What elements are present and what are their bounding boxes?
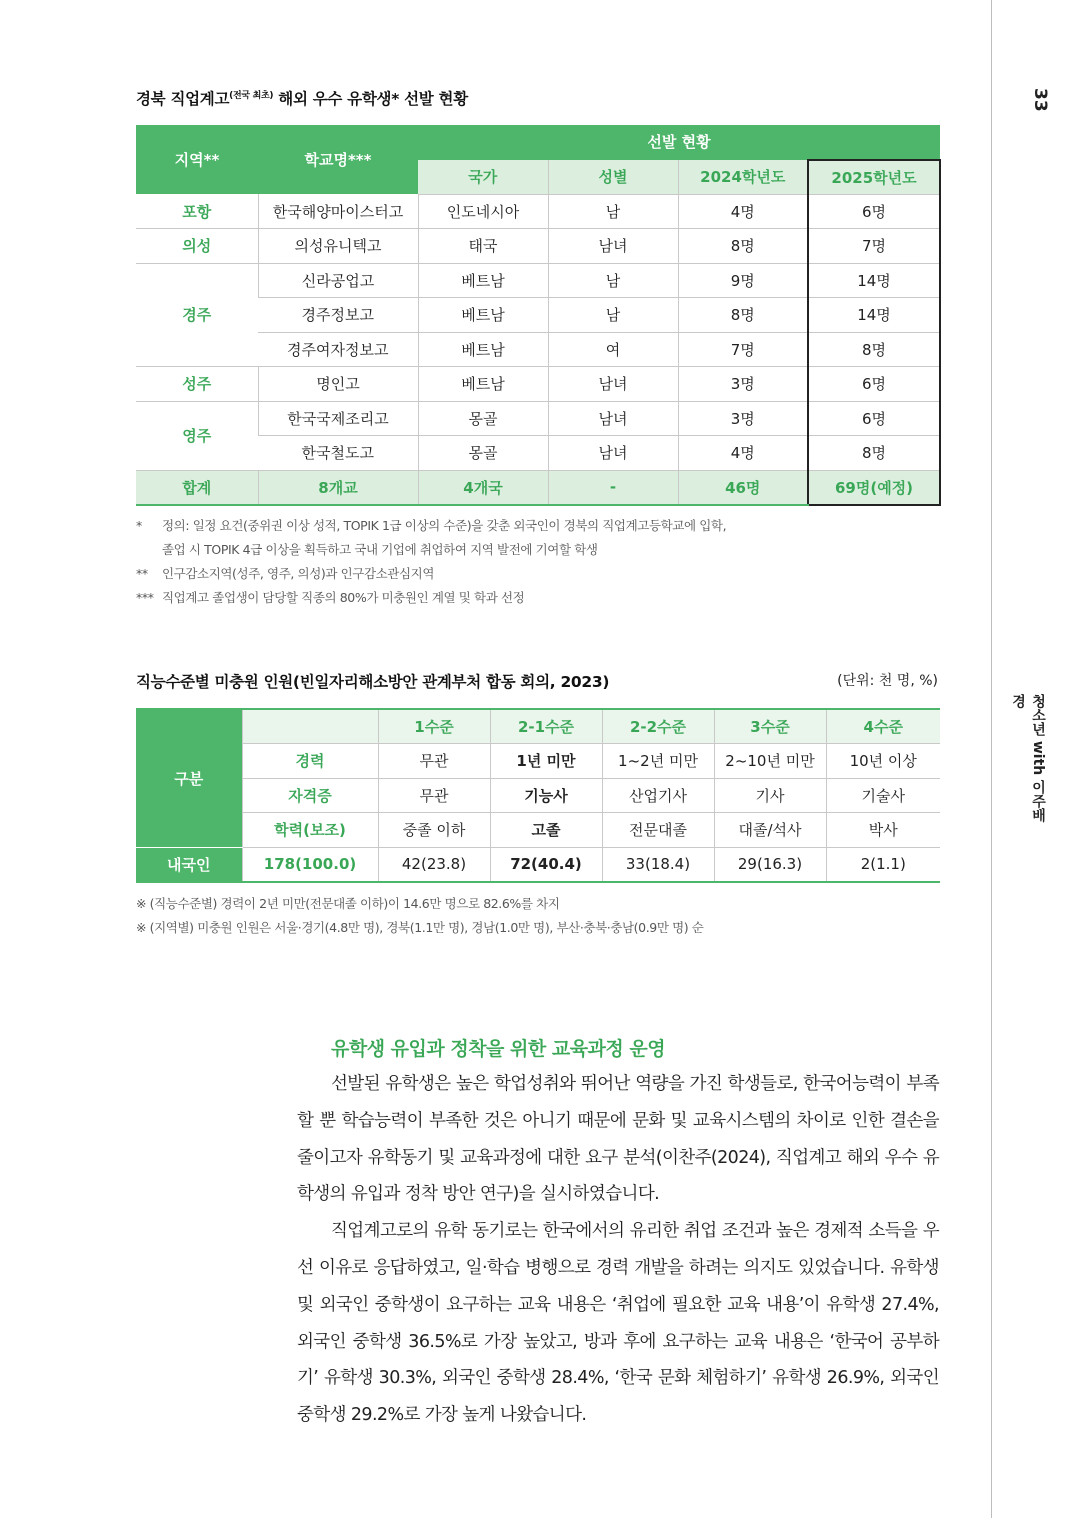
table-row [136, 813, 940, 848]
value-cell: 2~10년 미만 [714, 744, 826, 779]
paragraph: 직업계고로의 유학 동기로는 한국에서의 유리한 취업 조건과 높은 경제적 소득을 우선 이유로 응답하였고, 일·학습 병행으로 경력 개발을 하려는 의지도 있었습니다. 유학생 및 외국인 중학생이 요구하는 교육 내용은 ‘취업에 필요한 교육 내용’이 유학생 27.4%, 외국인 중학생 36.5%로 가장 높았고, 방과 후에 요구하는 교육 내용은 ‘한국어 공부하기’ 유학생 30.3%, 외국인 중학생 28.4%, ‘한국 문화 체험하기’ 유학생 26.9%, 외국인 중학생 29.2%로 가장 높게 나왔습니다. [297, 1221, 939, 1426]
country-cell: 태국 [418, 229, 548, 264]
side-divider [991, 0, 992, 1518]
header-selection: 선발 현황 [418, 125, 940, 160]
table1-title [136, 87, 468, 109]
gender-cell: 남녀 [548, 367, 678, 402]
footnote-mark: * [136, 518, 142, 533]
header-2025: 2025학년도 [808, 160, 940, 195]
table1 [136, 125, 941, 506]
count-2025-cell: 14명 [808, 298, 940, 333]
count-2024-cell: 7명 [678, 332, 808, 367]
count-2024-cell: 9명 [678, 263, 808, 298]
gender-cell: 남 [548, 298, 678, 333]
country-cell: 베트남 [418, 298, 548, 333]
level-header: 3수준 [714, 709, 826, 744]
table2-title: 직능수준별 미충원 인원(빈일자리해소방안 관계부처 합동 회의, 2023) [136, 673, 610, 691]
header-2024: 2024학년도 [678, 160, 808, 195]
table-row [136, 778, 940, 813]
row-label: 경력 [242, 744, 378, 779]
level-header: 2-2수준 [602, 709, 714, 744]
table-row [136, 401, 940, 436]
count-2024-cell: 3명 [678, 367, 808, 402]
footnote-text: 정의: 일정 요건(중위권 이상 성적, TOPIK 1급 이상의 수준)을 갖춘 외국인이 경북의 직업계고등학교에 입학, [162, 518, 727, 533]
footnote-text: 졸업 시 TOPIK 4급 이상을 획득하고 국내 기업에 취업하여 지역 발전에 기여할 학생 [162, 542, 598, 557]
table2-note: ※ (직능수준별) 경력이 2년 미만(전문대졸 이하)이 14.6만 명으로 82.6%를 차지 [136, 896, 560, 911]
country-cell: 몽골 [418, 436, 548, 471]
count-2024-cell: 8명 [678, 298, 808, 333]
count-2025-cell: 7명 [808, 229, 940, 264]
value-cell: 1~2년 미만 [602, 744, 714, 779]
row-label: 자격증 [242, 778, 378, 813]
gender-cell: 남 [548, 194, 678, 229]
domestic-row [136, 847, 940, 882]
count-2025-cell: 6명 [808, 367, 940, 402]
value-cell: 기능사 [490, 778, 602, 813]
gender-cell: 남 [548, 263, 678, 298]
value-cell: 기술사 [826, 778, 940, 813]
table1-header-row-1 [136, 125, 940, 160]
count-2024-cell: 3명 [678, 401, 808, 436]
region-cell: 영주 [136, 401, 258, 470]
count-2025-cell: 8명 [808, 436, 940, 471]
region-cell: 포항 [136, 194, 258, 229]
table1-title-sup: (전국 최초) [229, 90, 274, 101]
region-cell: 경주 [136, 263, 258, 367]
country-cell: 베트남 [418, 263, 548, 298]
count-2024-cell: 4명 [678, 436, 808, 471]
value-cell: 고졸 [490, 813, 602, 848]
table2-header-row [136, 709, 940, 744]
school-cell: 경주여자정보고 [258, 332, 418, 367]
table1-title-rest: 해외 우수 유학생* 선발 현황 [273, 90, 468, 108]
header-region: 지역** [136, 125, 258, 194]
total-gender: - [548, 470, 678, 505]
school-cell: 명인고 [258, 367, 418, 402]
region-cell: 성주 [136, 367, 258, 402]
count-2025-cell: 6명 [808, 401, 940, 436]
table-row [136, 367, 940, 402]
domestic-value: 29(16.3) [714, 847, 826, 882]
table-row [136, 744, 940, 779]
value-cell: 무관 [378, 778, 490, 813]
domestic-value: 33(18.4) [602, 847, 714, 882]
country-cell: 베트남 [418, 367, 548, 402]
value-cell: 대졸/석사 [714, 813, 826, 848]
value-cell: 박사 [826, 813, 940, 848]
total-2024: 46명 [678, 470, 808, 505]
empty-header-cell [242, 709, 378, 744]
value-cell: 10년 이상 [826, 744, 940, 779]
total-country: 4개국 [418, 470, 548, 505]
value-cell: 무관 [378, 744, 490, 779]
school-cell: 한국국제조리고 [258, 401, 418, 436]
count-2025-cell: 8명 [808, 332, 940, 367]
table2-notes [136, 892, 703, 940]
domestic-value: 42(23.8) [378, 847, 490, 882]
value-cell: 산업기사 [602, 778, 714, 813]
paragraph: 선발된 유학생은 높은 학업성취와 뛰어난 역량을 가진 학생들로, 한국어능력이 부족할 뿐 학습능력이 부족한 것은 아니기 때문에 문화 및 교육시스템의 차이로 인한 결손을 줄이고자 유학동기 및 교육과정에 대한 요구 분석(이찬주(2024), 직업계고 해외 우수 유학생의 유입과 정착 방안 연구)을 실시하였습니다. [297, 1074, 939, 1205]
header-country: 국가 [418, 160, 548, 195]
table-row [136, 194, 940, 229]
school-cell: 의성유니텍고 [258, 229, 418, 264]
country-cell: 베트남 [418, 332, 548, 367]
footnote-text: 인구감소지역(성주, 영주, 의성)과 인구감소관심지역 [162, 566, 434, 581]
row-label: 학력(보조) [242, 813, 378, 848]
header-gender: 성별 [548, 160, 678, 195]
gender-cell: 여 [548, 332, 678, 367]
gender-cell: 남녀 [548, 401, 678, 436]
region-cell: 의성 [136, 229, 258, 264]
table1-total-row [136, 470, 940, 505]
school-cell: 한국해양마이스터고 [258, 194, 418, 229]
level-header: 4수준 [826, 709, 940, 744]
category-cell: 구분 [136, 709, 242, 847]
table1-body [136, 125, 940, 505]
domestic-value: 72(40.4) [490, 847, 602, 882]
table2-unit: (단위: 천 명, %) [837, 673, 938, 689]
value-cell: 전문대졸 [602, 813, 714, 848]
country-cell: 몽골 [418, 401, 548, 436]
count-2024-cell: 4명 [678, 194, 808, 229]
school-cell: 한국철도고 [258, 436, 418, 471]
count-2024-cell: 8명 [678, 229, 808, 264]
domestic-total: 178(100.0) [242, 847, 378, 882]
section-title: 유학생 유입과 정착을 위한 교육과정 운영 [331, 1038, 666, 1060]
gender-cell: 남녀 [548, 229, 678, 264]
value-cell: 중졸 이하 [378, 813, 490, 848]
side-running-title: 청소년 with 이주배경 [1010, 694, 1046, 823]
total-school: 8개교 [258, 470, 418, 505]
domestic-label: 내국인 [136, 847, 242, 882]
total-2025: 69명(예정) [808, 470, 940, 505]
country-cell: 인도네시아 [418, 194, 548, 229]
domestic-value: 2(1.1) [826, 847, 940, 882]
school-cell: 신라공업고 [258, 263, 418, 298]
table-row [136, 263, 940, 298]
total-label: 합계 [136, 470, 258, 505]
level-header: 1수준 [378, 709, 490, 744]
table2-note: ※ (지역별) 미충원 인원은 서울·경기(4.8만 명), 경북(1.1만 명), 경남(1.0만 명), 부산·충북·충남(0.9만 명) 순 [136, 920, 704, 935]
header-school: 학교명*** [258, 125, 418, 194]
page-number: 33 [1030, 88, 1050, 112]
count-2025-cell: 6명 [808, 194, 940, 229]
table1-title-main: 경북 직업계고 [136, 90, 230, 108]
level-header: 2-1수준 [490, 709, 602, 744]
footnote-text: 직업계고 졸업생이 담당할 직종의 80%가 미충원인 계열 및 학과 선정 [162, 590, 525, 605]
school-cell: 경주정보고 [258, 298, 418, 333]
table2-body [136, 709, 940, 882]
footnote-mark: ** [136, 566, 148, 581]
table-row [136, 229, 940, 264]
table2 [136, 708, 940, 883]
section-body [297, 1066, 939, 1434]
value-cell: 1년 미만 [490, 744, 602, 779]
gender-cell: 남녀 [548, 436, 678, 471]
value-cell: 기사 [714, 778, 826, 813]
footnote-mark: *** [136, 590, 154, 605]
count-2025-cell: 14명 [808, 263, 940, 298]
